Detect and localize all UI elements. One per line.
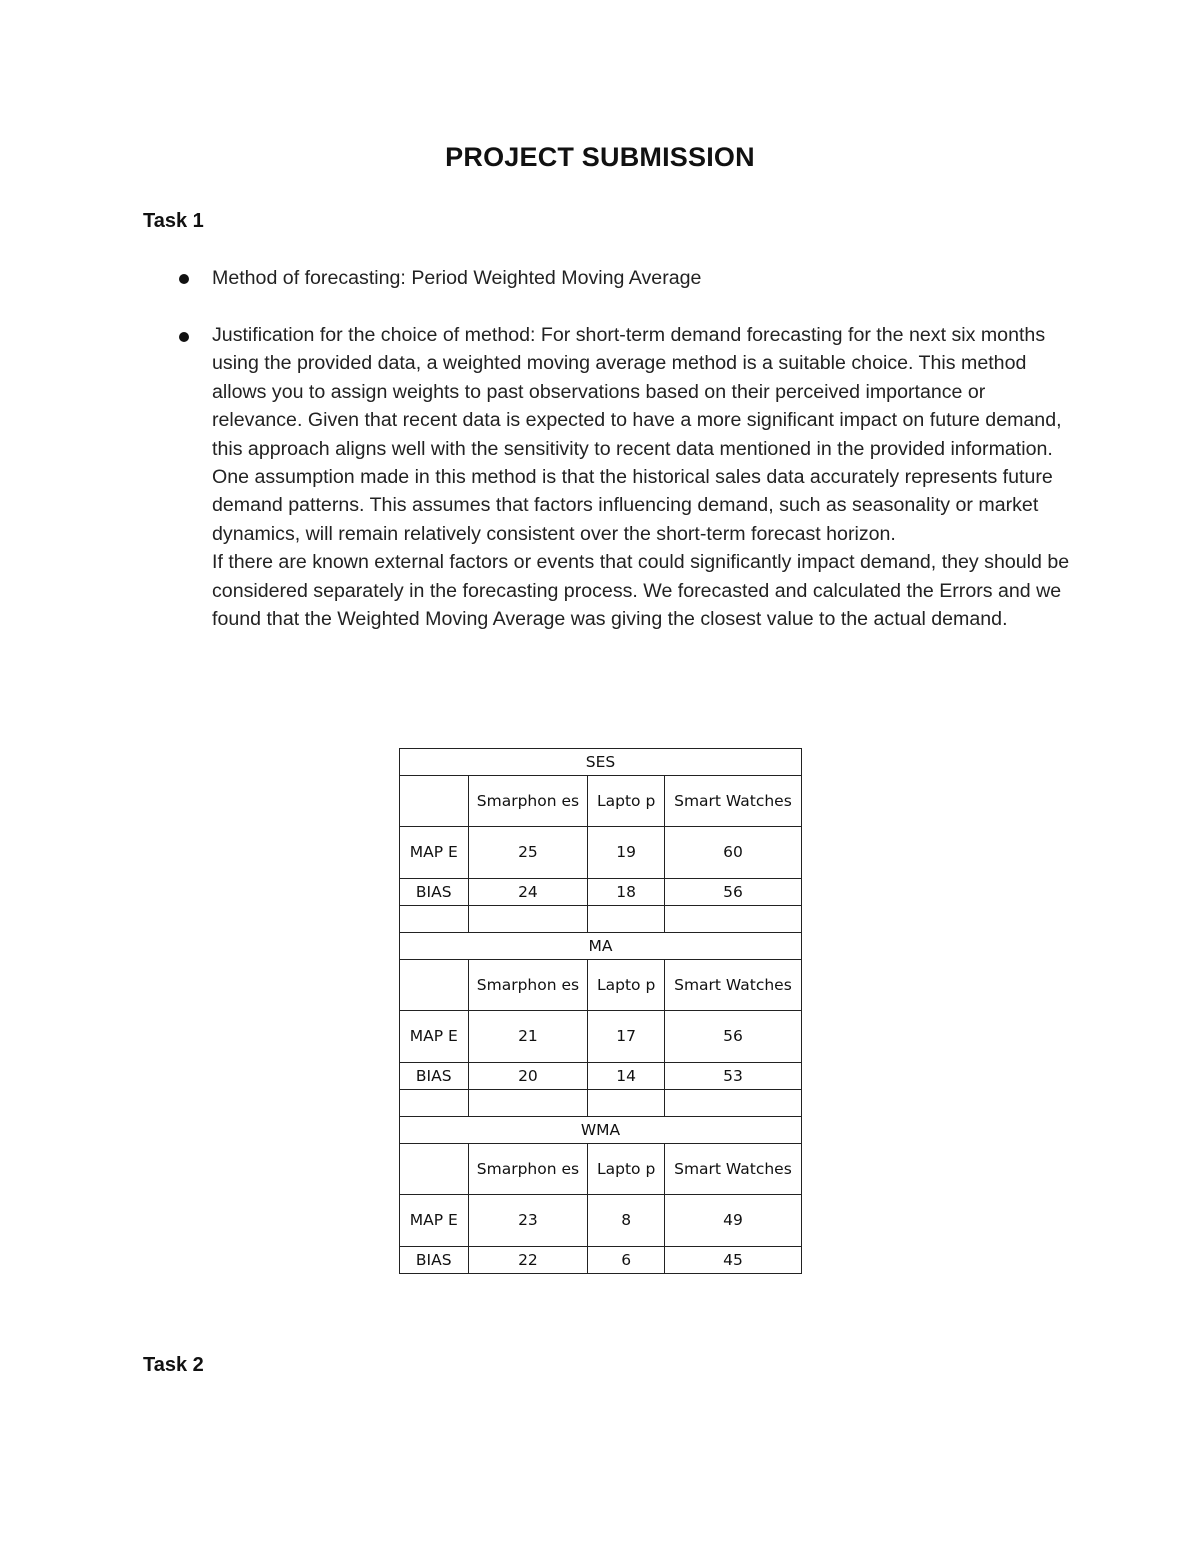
blank-cell (588, 906, 665, 933)
table-cell: 45 (664, 1247, 801, 1274)
table-cell: 19 (588, 827, 665, 879)
table-row (400, 1063, 802, 1090)
table-cell: 25 (468, 827, 588, 879)
table-cell: 14 (588, 1063, 665, 1090)
table-row (400, 1247, 802, 1274)
blank-cell (588, 1090, 665, 1117)
section-header-row (400, 933, 802, 960)
header-smart-watches: Smart Watches (664, 1144, 801, 1195)
table-cell: 18 (588, 879, 665, 906)
table-row (400, 827, 802, 879)
column-header-row (400, 776, 802, 827)
row-label-bias: BIAS (400, 1063, 469, 1090)
header-smartphones: Smarphon es (468, 1144, 588, 1195)
justification-paragraph-1: Justification for the choice of method: For short-term demand forecasting for the next six months using the provided data, a weighted moving average method is a suitable choice. This method allows you to assign weights to past observations based on their perceived importance or relevance. Given that recent data is expected to have a more significant impact on future demand, this approach aligns well with the sensitivity to recent data mentioned in the provided information. One assumption made in this method is that the historical sales data accurately represents future demand patterns. This assumes that factors influencing demand, such as seasonality or market dynamics, will remain relatively consistent over the short-term forecast horizon. (212, 324, 1062, 545)
header-empty-cell (400, 1144, 469, 1195)
blank-cell (664, 906, 801, 933)
row-label-bias: BIAS (400, 879, 469, 906)
blank-cell (400, 906, 469, 933)
blank-cell (400, 1090, 469, 1117)
table-cell: 53 (664, 1063, 801, 1090)
header-laptop: Lapto p (588, 1144, 665, 1195)
row-label-mape: MAP E (400, 1195, 469, 1247)
table-cell: 60 (664, 827, 801, 879)
blank-cell (468, 906, 588, 933)
table-cell: 21 (468, 1011, 588, 1063)
justification-paragraph-2: If there are known external factors or events that could significantly impact demand, they should be considered separately in the forecasting process. We forecasted and calculated the Errors and we found that the Weighted Moving Average was giving the closest value to the actual demand. (212, 551, 1070, 631)
column-header-row (400, 1144, 802, 1195)
task2-heading: Task 2 (143, 1354, 204, 1376)
section-header-row (400, 1117, 802, 1144)
table-row (400, 1195, 802, 1247)
bullet-method-text: Method of forecasting: Period Weighted Moving Average (212, 267, 702, 289)
row-label-mape: MAP E (400, 1011, 469, 1063)
blank-cell (468, 1090, 588, 1117)
blank-row (400, 1090, 802, 1117)
table-cell: 20 (468, 1063, 588, 1090)
header-smart-watches: Smart Watches (664, 776, 801, 827)
table-cell: 17 (588, 1011, 665, 1063)
section-title-ses: SES (400, 749, 802, 776)
table-cell: 23 (468, 1195, 588, 1247)
table-cell: 56 (664, 879, 801, 906)
column-header-row (400, 960, 802, 1011)
section-title-wma: WMA (400, 1117, 802, 1144)
table-cell: 49 (664, 1195, 801, 1247)
bullet-icon (179, 332, 189, 342)
table-cell: 22 (468, 1247, 588, 1274)
header-empty-cell (400, 960, 469, 1011)
header-smartphones: Smarphon es (468, 776, 588, 827)
blank-cell (664, 1090, 801, 1117)
bullet-method (212, 264, 1072, 292)
table-cell: 24 (468, 879, 588, 906)
table-cell: 56 (664, 1011, 801, 1063)
header-laptop: Lapto p (588, 960, 665, 1011)
bullet-justification (212, 321, 1072, 633)
task1-heading: Task 1 (143, 210, 204, 232)
header-smartphones: Smarphon es (468, 960, 588, 1011)
section-header-row (400, 749, 802, 776)
blank-row (400, 906, 802, 933)
bullet-icon (179, 274, 189, 284)
section-title-ma: MA (400, 933, 802, 960)
table-cell: 8 (588, 1195, 665, 1247)
page-title: PROJECT SUBMISSION (445, 142, 755, 172)
header-smart-watches: Smart Watches (664, 960, 801, 1011)
forecast-error-table (399, 748, 802, 1274)
table-row (400, 879, 802, 906)
header-laptop: Lapto p (588, 776, 665, 827)
table-cell: 6 (588, 1247, 665, 1274)
row-label-bias: BIAS (400, 1247, 469, 1274)
table-row (400, 1011, 802, 1063)
header-empty-cell (400, 776, 469, 827)
row-label-mape: MAP E (400, 827, 469, 879)
